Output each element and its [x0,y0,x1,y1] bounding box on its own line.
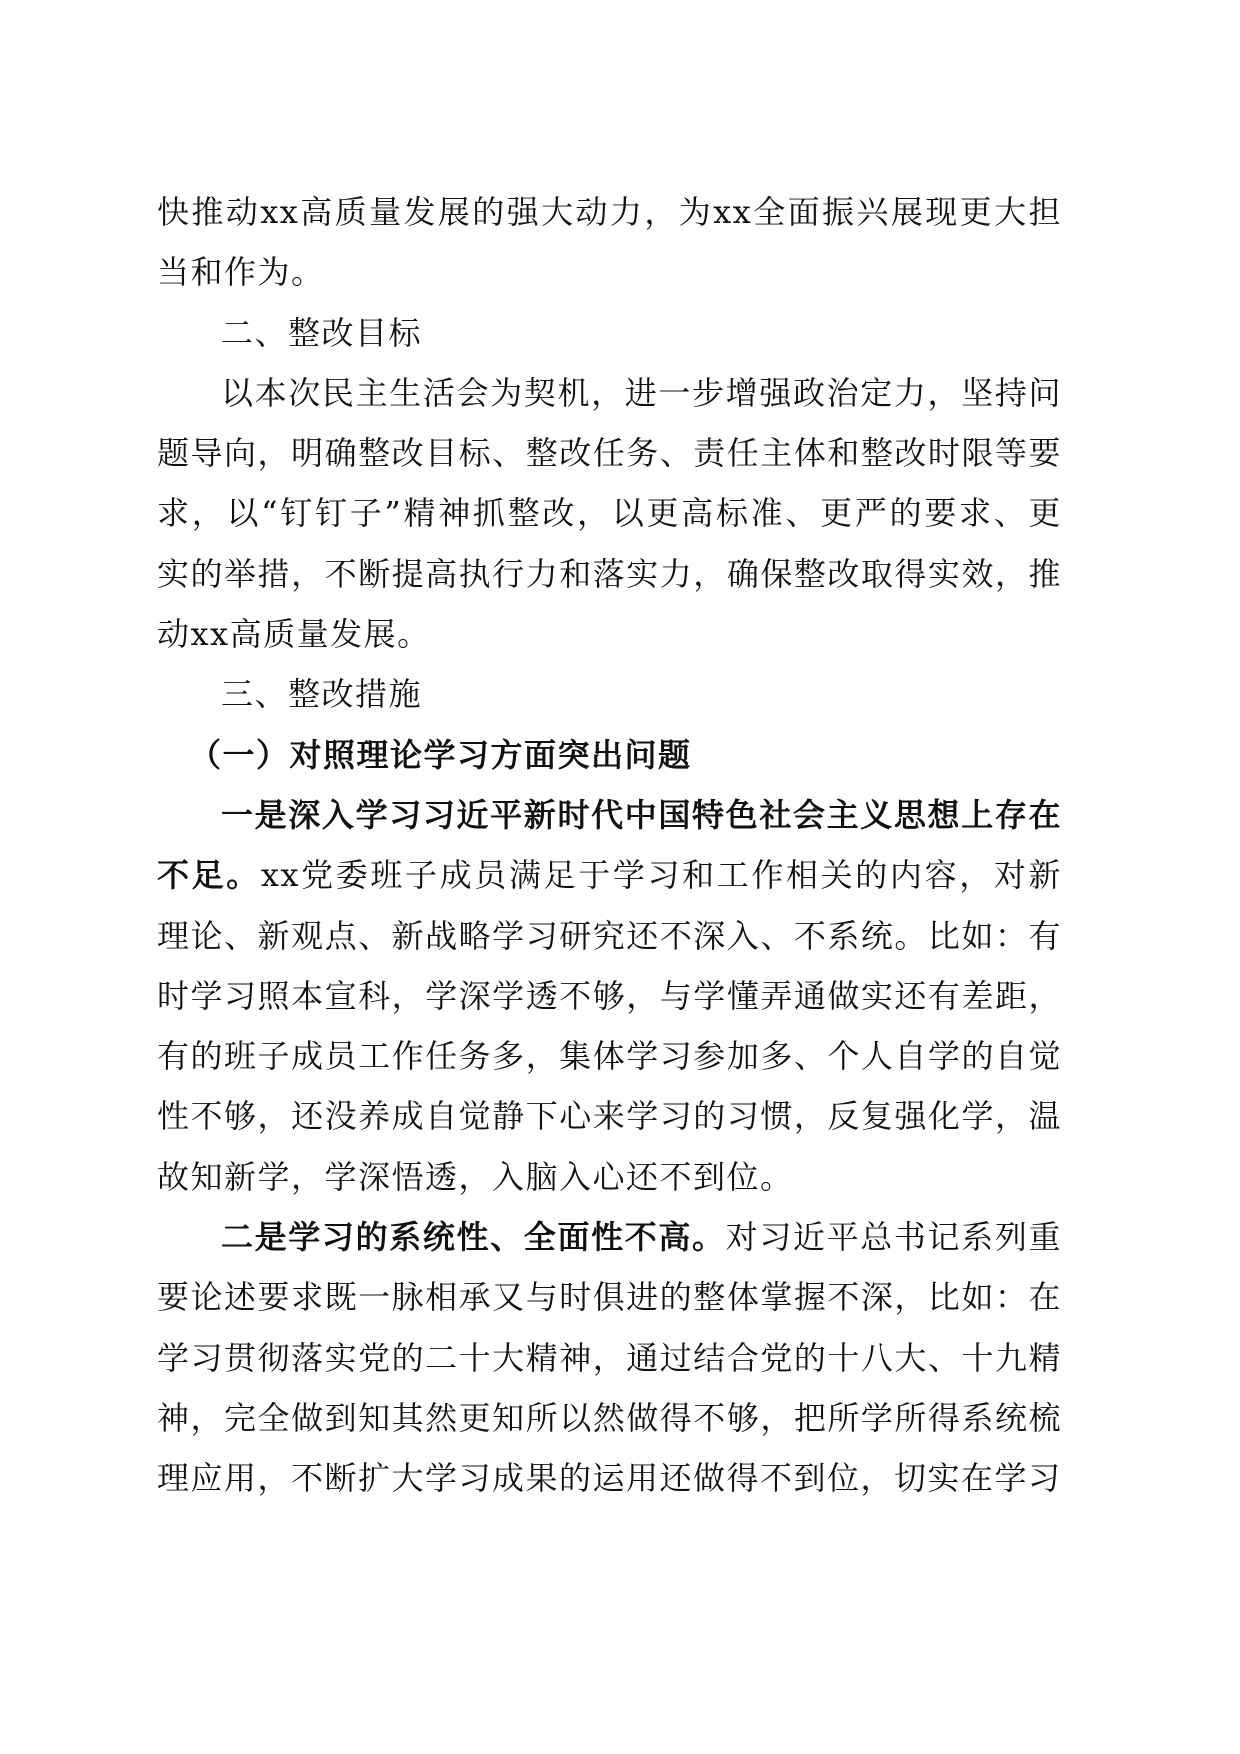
item-paragraph-1 [157,785,1062,1207]
section-heading-measures: 三、整改措施 [221,675,423,714]
item-body-1: xx党委班子成员满足于学习和工作相关的内容，对新理论、新观点、新战略学习研究还不深入、不系统。比如：有时学习照本宣科，学深学透不够，与学懂弄通做实还有差距，有的班子成员工作任务多，集体学习参加多、个人自学的自觉性不够，还没养成自觉静下心来学习的习惯，反复强化学，温故知新学，学深悟透，入脑入心还不到位。 [157,856,1062,1196]
continuation-paragraph: 快推动xx高质量发展的强大动力，为xx全面振兴展现更大担当和作为。 [157,193,1062,292]
section-heading-goals: 二、整改目标 [221,313,423,352]
item-lead-1: 一是深入学习习近平新时代中国特色社会主义思想上存在不足。 [157,795,1062,895]
goals-paragraph: 以本次民主生活会为契机，进一步增强政治定力，坚持问题导向，明确整改目标、整改任务、责任主体和整改时限等要求，以“钉钉子”精神抓整改，以更高标准、更严的要求、更实的举措，不断提高执行力和落实力，确保整改取得实效，推动xx高质量发展。 [157,373,1062,654]
item-body-2: 对习近平总书记系列重要论述要求既一脉相承又与时俱进的整体掌握不深，比如：在学习贯彻落实党的二十大精神，通过结合党的十八大、十九精神，完全做到知其然更知所以然做得不够，把所学所得系统梳理应用，不断扩大学习成果的运用还做得不到位，切实在学习 [157,1218,1062,1498]
subsection-heading-theory-study: （一）对照理论学习方面突出问题 [189,735,692,774]
item-paragraph-2 [157,1207,1062,1508]
item-lead-2: 二是学习的系统性、全面性不高。 [221,1218,726,1257]
document-body [157,182,1062,1509]
